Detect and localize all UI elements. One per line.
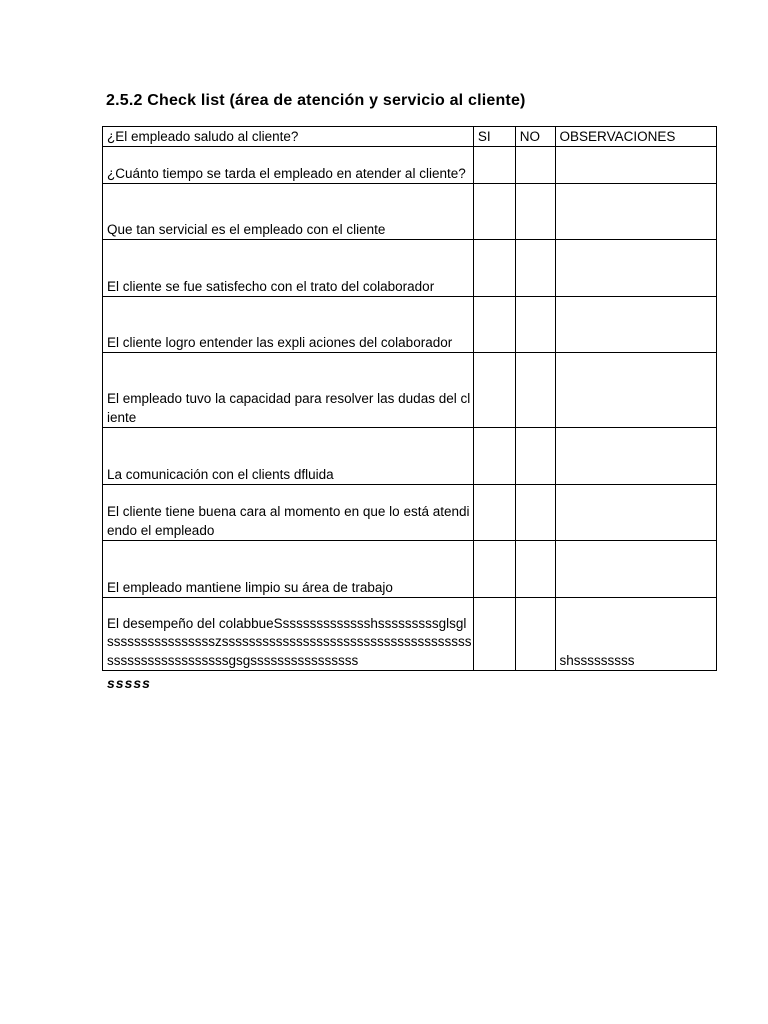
si-cell: [473, 353, 515, 428]
table-row: [103, 541, 717, 598]
si-cell: [473, 297, 515, 353]
table-row: [103, 184, 717, 240]
header-si-cell: SI: [473, 127, 515, 147]
si-cell: [473, 598, 515, 671]
si-cell: [473, 541, 515, 598]
no-cell: [515, 240, 555, 297]
question-cell: El cliente tiene buena cara al momento en que lo está atendiendo el empleado: [103, 485, 474, 541]
observaciones-cell: [555, 297, 716, 353]
question-cell: Que tan servicial es el empleado con el cliente: [103, 184, 474, 240]
observaciones-cell: [555, 184, 716, 240]
si-cell: [473, 147, 515, 184]
si-cell: [473, 240, 515, 297]
table-row: [103, 353, 717, 428]
table-row: [103, 297, 717, 353]
observaciones-cell: [555, 428, 716, 485]
table-row: [103, 147, 717, 184]
observaciones-cell: [555, 541, 716, 598]
question-cell: El empleado mantiene limpio su área de trabajo: [103, 541, 474, 598]
observaciones-cell: shsssssssss: [555, 598, 716, 671]
question-cell: El desempeño del colabbueSssssssssssssshsssssssssglsglsssssssssssssssszsssssssssssssssssssssssssssssssssssssssssssssssssssssssgsgssssssssssssssss: [103, 598, 474, 671]
no-cell: [515, 147, 555, 184]
table-row: [103, 485, 717, 541]
no-cell: [515, 541, 555, 598]
table-row: [103, 428, 717, 485]
table-header-row: [103, 127, 717, 147]
header-no-cell: NO: [515, 127, 555, 147]
question-cell: El cliente se fue satisfecho con el trato del colaborador: [103, 240, 474, 297]
question-cell: El empleado tuvo la capacidad para resolver las dudas del cliente: [103, 353, 474, 428]
table-row: [103, 240, 717, 297]
si-cell: [473, 485, 515, 541]
observaciones-cell: [555, 353, 716, 428]
question-cell: La comunicación con el clients dfluida: [103, 428, 474, 485]
no-cell: [515, 353, 555, 428]
table-row: [103, 598, 717, 671]
checklist-heading: 2.5.2 Check list (área de atención y servicio al cliente): [106, 92, 526, 109]
no-cell: [515, 598, 555, 671]
no-cell: [515, 485, 555, 541]
no-cell: [515, 297, 555, 353]
question-cell: ¿Cuánto tiempo se tarda el empleado en atender al cliente?: [103, 147, 474, 184]
checklist-table: [102, 126, 717, 671]
si-cell: [473, 428, 515, 485]
question-cell: El cliente logro entender las expli aciones del colaborador: [103, 297, 474, 353]
observaciones-cell: [555, 485, 716, 541]
footer-text: sssss: [107, 675, 151, 691]
observaciones-cell: [555, 147, 716, 184]
header-observaciones-cell: OBSERVACIONES: [555, 127, 716, 147]
no-cell: [515, 428, 555, 485]
header-question-cell: ¿El empleado saludo al cliente?: [103, 127, 474, 147]
no-cell: [515, 184, 555, 240]
observaciones-cell: [555, 240, 716, 297]
si-cell: [473, 184, 515, 240]
